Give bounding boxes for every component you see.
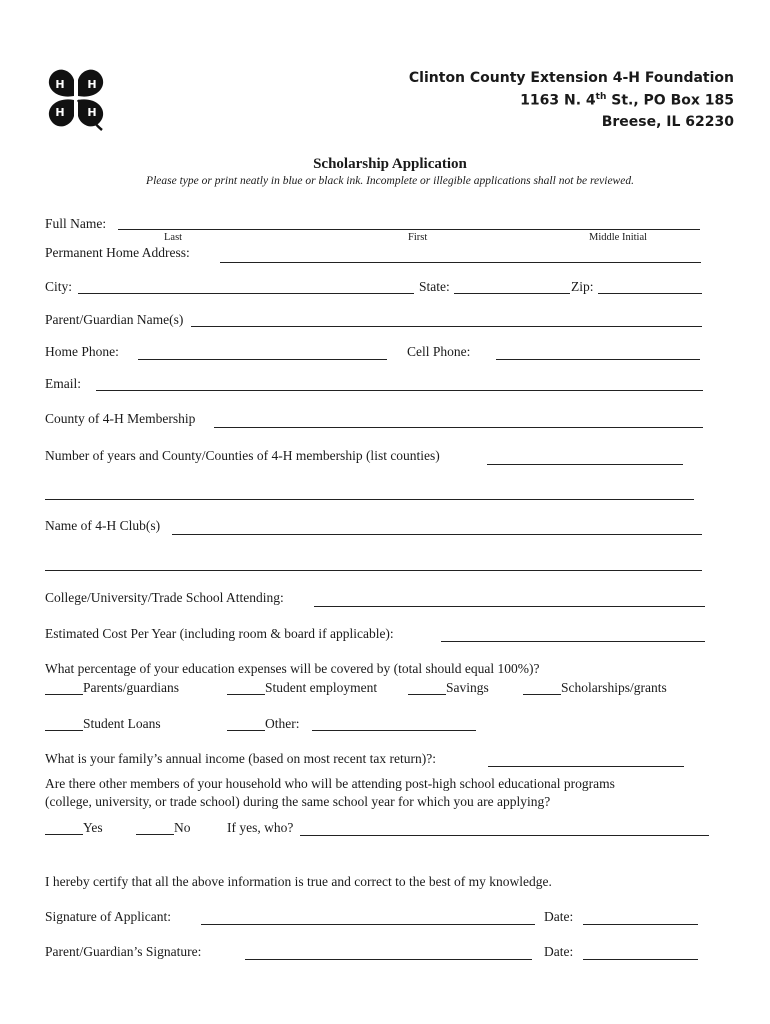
loans-percent-input[interactable] <box>45 730 83 731</box>
parent-names-label: Parent/Guardian Name(s) <box>45 312 184 327</box>
parent-date-input[interactable] <box>583 959 698 960</box>
zip-label: Zip: <box>571 279 594 294</box>
other-percent-input[interactable] <box>227 730 265 731</box>
years-label: Number of years and County/Counties of 4-H membership (list counties) <box>45 448 440 463</box>
full-name-label: Full Name: <box>45 216 107 231</box>
county-input[interactable] <box>214 427 703 428</box>
org-address <box>0 92 734 109</box>
zip-input[interactable] <box>598 293 702 294</box>
scholarships-option-label: Scholarships/grants <box>561 680 667 695</box>
years-input[interactable] <box>487 464 683 465</box>
address-suffix: St., PO Box 185 <box>606 92 734 109</box>
parents-percent-input[interactable] <box>45 694 83 695</box>
address-sup: th <box>595 92 607 102</box>
form-instructions: Please type or print neatly in blue or black ink. Incomplete or illegible applications shall not be reviewed. <box>146 175 634 187</box>
home-phone-label: Home Phone: <box>45 344 119 359</box>
household-question-line-2: (college, university, or trade school) during the same school year for which you are applying? <box>45 794 551 809</box>
club-label: Name of 4-H Club(s) <box>45 518 161 533</box>
org-city-state: Breese, IL 62230 <box>601 114 734 130</box>
savings-option-label: Savings <box>446 680 489 695</box>
logo-letter-h: H <box>55 106 65 119</box>
club-input[interactable] <box>172 534 702 535</box>
certification-statement: I hereby certify that all the above information is true and correct to the best of my knowledge. <box>45 874 552 889</box>
address-prefix: 1163 N. 4 <box>520 92 596 109</box>
email-input[interactable] <box>96 390 703 391</box>
household-question-line-1: Are there other members of your household who will be attending post-high school educational programs <box>45 776 615 791</box>
savings-percent-input[interactable] <box>408 694 446 695</box>
middle-initial-sublabel: Middle Initial <box>589 232 648 243</box>
org-name: Clinton County Extension 4-H Foundation <box>408 70 734 86</box>
years-input-line-2[interactable] <box>45 499 694 500</box>
cost-label: Estimated Cost Per Year (including room & board if applicable): <box>45 626 394 641</box>
parent-signature-input[interactable] <box>245 959 532 960</box>
percentage-question: What percentage of your education expenses will be covered by (total should equal 100%)? <box>45 661 540 676</box>
income-label: What is your family’s annual income (based on most recent tax return)?: <box>45 751 436 766</box>
city-label: City: <box>45 279 73 294</box>
applicant-signature-label: Signature of Applicant: <box>45 909 171 924</box>
cell-phone-label: Cell Phone: <box>407 344 471 359</box>
city-input[interactable] <box>78 293 414 294</box>
parent-date-label: Date: <box>544 944 574 959</box>
if-yes-who-input[interactable] <box>300 835 709 836</box>
employment-percent-input[interactable] <box>227 694 265 695</box>
college-label: College/University/Trade School Attending: <box>45 590 284 605</box>
loans-option-label: Student Loans <box>83 716 161 731</box>
logo-letter-h: H <box>55 78 65 91</box>
if-yes-label: If yes, who? <box>227 820 294 835</box>
applicant-date-input[interactable] <box>583 924 698 925</box>
parents-option-label: Parents/guardians <box>83 680 179 695</box>
scholarships-percent-input[interactable] <box>523 694 561 695</box>
cost-input[interactable] <box>441 641 705 642</box>
income-input[interactable] <box>488 766 684 767</box>
other-option-label: Other: <box>265 716 300 731</box>
employment-option-label: Student employment <box>265 680 378 695</box>
home-address-input[interactable] <box>220 262 701 263</box>
yes-input[interactable] <box>45 834 83 835</box>
applicant-date-label: Date: <box>544 909 574 924</box>
other-specify-input[interactable] <box>312 730 476 731</box>
email-label: Email: <box>45 376 81 391</box>
home-phone-input[interactable] <box>138 359 387 360</box>
yes-label: Yes <box>83 820 103 835</box>
no-label: No <box>174 820 191 835</box>
county-label: County of 4-H Membership <box>45 411 196 426</box>
form-title: Scholarship Application <box>313 156 467 172</box>
cell-phone-input[interactable] <box>496 359 700 360</box>
logo-letter-h: H <box>87 78 97 91</box>
parent-signature-label: Parent/Guardian’s Signature: <box>45 944 202 959</box>
club-input-line-2[interactable] <box>45 570 702 571</box>
college-input[interactable] <box>314 606 705 607</box>
last-sublabel: Last <box>164 232 183 243</box>
state-label: State: <box>419 279 450 294</box>
first-sublabel: First <box>408 232 428 243</box>
home-address-label: Permanent Home Address: <box>45 245 190 260</box>
logo-letter-h: H <box>87 106 97 119</box>
no-input[interactable] <box>136 834 174 835</box>
state-input[interactable] <box>454 293 570 294</box>
full-name-input[interactable] <box>118 229 700 230</box>
applicant-signature-input[interactable] <box>201 924 535 925</box>
parent-names-input[interactable] <box>191 326 702 327</box>
